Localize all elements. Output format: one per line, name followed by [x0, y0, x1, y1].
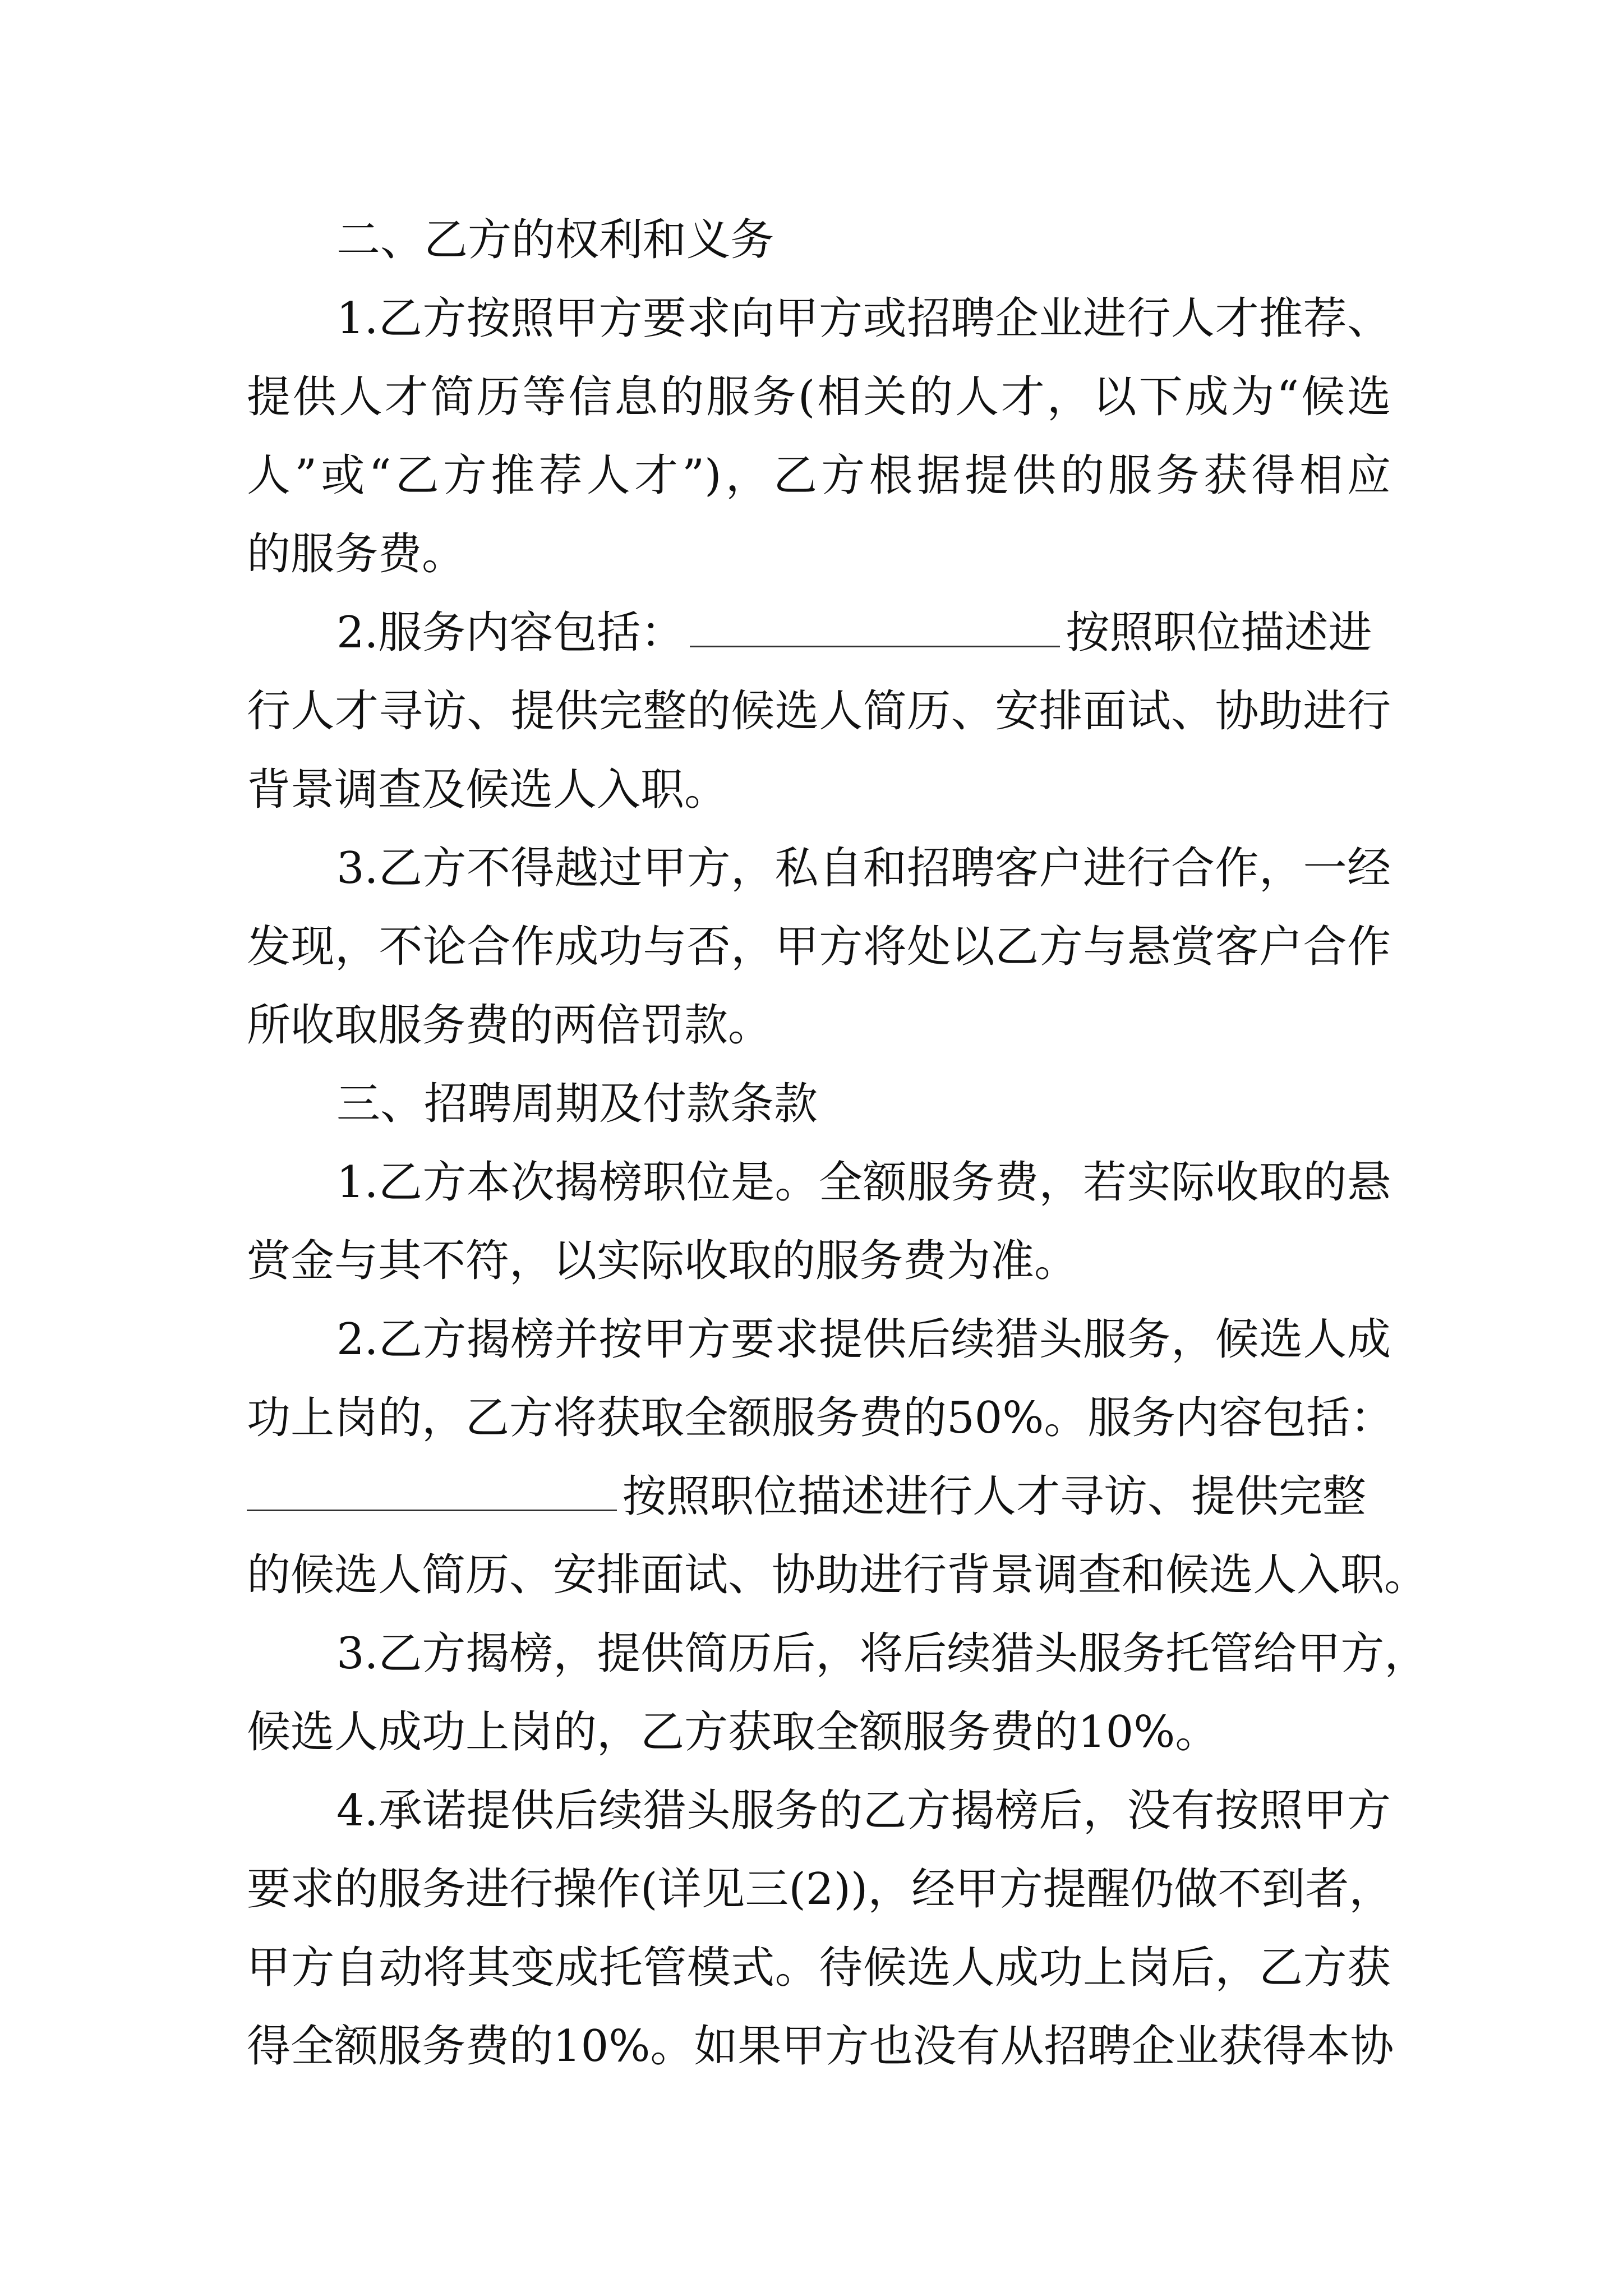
section-heading-rights-obligations: 二、乙方的权利和义务: [336, 215, 774, 265]
paragraph-line: 甲方自动将其变成托管模式。待候选人成功上岗后，乙方获: [247, 1943, 1391, 1993]
paragraph-line: 4.承诺提供后续猎头服务的乙方揭榜后，没有按照甲方: [336, 1786, 1391, 1836]
paragraph-line: 背景调查及候选人入职。: [247, 765, 728, 815]
paragraph-line: 候选人成功上岗的，乙方获取全额服务费的10%。: [247, 1707, 1219, 1757]
paragraph-line: 要求的服务进行操作(详见三(2))，经甲方提醒仍做不到者，: [247, 1864, 1393, 1915]
paragraph-line: 2.乙方揭榜并按甲方要求提供后续猎头服务，候选人成: [336, 1314, 1391, 1365]
paragraph-line: 3.乙方揭榜，提供简历后，将后续猎头服务托管给甲方，: [336, 1628, 1428, 1679]
paragraph-line: 提供人才简历等信息的服务(相关的人才，以下成为“候选: [247, 372, 1391, 422]
paragraph-line: 1.乙方本次揭榜职位是。全额服务费，若实际收取的悬: [336, 1157, 1391, 1208]
fill-in-blank: [690, 602, 1060, 647]
service-content-continuation: 按照职位描述进行人才寻访、提供完整: [623, 1471, 1367, 1522]
paragraph-line: 发现，不论合作成功与否，甲方将处以乙方与悬赏客户合作: [247, 922, 1391, 972]
paragraph-line-with-blank: [247, 1463, 1391, 1530]
paragraph-line-with-blank: [336, 599, 1391, 666]
paragraph-line: 赏金与其不符，以实际收取的服务费为准。: [247, 1236, 1078, 1286]
paragraph-line: 功上岗的，乙方将获取全额服务费的50%。服务内容包括：: [247, 1393, 1394, 1443]
fill-in-blank: [247, 1466, 617, 1511]
service-content-continuation: 按照职位描述进: [1066, 608, 1372, 658]
paragraph-line: 行人才寻访、提供完整的候选人简历、安排面试、协助进行: [247, 686, 1391, 737]
paragraph-line: 的服务费。: [247, 529, 466, 579]
paragraph-line: 所收取服务费的两倍罚款。: [247, 1000, 772, 1051]
paragraph-line: 1.乙方按照甲方要求向甲方或招聘企业进行人才推荐、: [336, 293, 1391, 344]
paragraph-line: 得全额服务费的10%。如果甲方也没有从招聘企业获得本协: [247, 2021, 1394, 2072]
paragraph-line: 3.乙方不得越过甲方，私自和招聘客户进行合作，一经: [336, 843, 1391, 894]
service-content-label: 2.服务内容包括：: [336, 608, 685, 658]
paragraph-line: 的候选人简历、安排面试、协助进行背景调查和候选人入职。: [247, 1550, 1428, 1600]
paragraph-line: 人”或“乙方推荐人才”)，乙方根据提供的服务获得相应: [247, 450, 1391, 501]
section-heading-recruitment-payment: 三、招聘周期及付款条款: [336, 1079, 818, 1129]
